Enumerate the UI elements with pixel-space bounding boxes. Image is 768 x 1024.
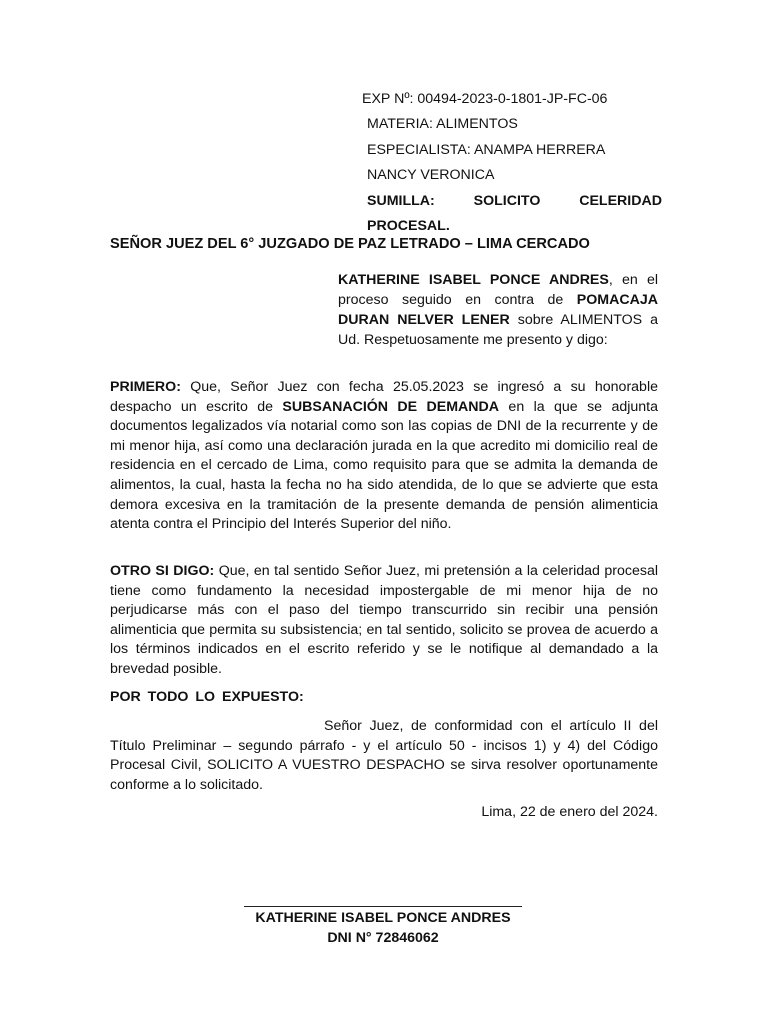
addressee: SEÑOR JUEZ DEL 6° JUZGADO DE PAZ LETRADO – LIMA CERCADO [110, 236, 590, 252]
otrosi-label: OTRO SI DIGO: [110, 563, 215, 579]
intro-text-1: , en el proceso seguido en contra de [338, 272, 659, 308]
signature-line [244, 906, 522, 907]
intro-paragraph [338, 270, 658, 350]
sumilla-label: SUMILLA: [367, 192, 435, 209]
primero-text-1: Que, Señor Juez con fecha 25.05.2023 se ingresó a su honorable despacho un escrito de [110, 379, 658, 415]
signature-dni: DNI N° 72846062 [327, 930, 439, 946]
primero-text-2: en la que se adjunta documentos legalizados vía notarial como son las copias de DNI de la recurrente y de mi menor hija, así como una declaración jurada en la que acredito mi domicilio real de residencia en el cercado de Lima, como requisito para que se admita la demanda de alimentos, la cual, hasta la fecha no ha sido atendida, de lo que se advierte que esta demora excesiva en la tramitación de la presente demanda de pensión alimenticia atenta contra el Principio del Interés Superior del niño. [110, 398, 658, 533]
sumilla-line-2: PROCESAL. [367, 218, 450, 235]
sumilla-word-2: CELERIDAD [579, 192, 662, 209]
especialista-name-cont: NANCY VERONICA [367, 167, 495, 184]
primero-label: PRIMERO: [110, 379, 181, 395]
sumilla-word-1: SOLICITO [473, 192, 541, 209]
sumilla-line [362, 189, 662, 214]
subsanacion-highlight: SUBSANACIÓN DE DEMANDA [282, 398, 500, 415]
signature-name: KATHERINE ISABEL PONCE ANDRES [255, 910, 511, 926]
materia-line: MATERIA: ALIMENTOS [367, 116, 518, 133]
defendant-name: POMACAJA DURAN NELVER LENER [338, 292, 658, 328]
signature-block [244, 908, 522, 948]
plaintiff-name: KATHERINE ISABEL PONCE ANDRES [338, 272, 609, 288]
otrosi-text: Que, en tal sentido Señor Juez, mi pretensión a la celeridad procesal tiene como fundamento la necesidad impostergable de mi menor hija de no perjudicarse más con el paso del tiempo transcurrido sin recibir una pensión alimenticia que permita su subsistencia; en tal sentido, solicito se provea de acuerdo a los términos indicados en el escrito referido y se le notifique al demandado a la brevedad posible. [110, 563, 658, 677]
document-date: Lima, 22 de enero del 2024. [481, 804, 658, 820]
otrosi-paragraph [110, 562, 658, 680]
request-text: Señor Juez, de conformidad con el artículo II del Título Preliminar – segundo párrafo - y el artículo 50 - incisos 1) y 4) del Código Procesal Civil, SOLICITO A VUESTRO DESPACHO se sirva resolver oportunamente conforme a lo solicitado. [110, 718, 658, 793]
case-header [362, 87, 662, 239]
expediente-number: EXP Nº: 00494-2023-0-1801-JP-FC-06 [362, 91, 608, 107]
request-paragraph [110, 717, 658, 795]
primero-paragraph [110, 378, 658, 535]
especialista-line: ESPECIALISTA: ANAMPA HERRERA [367, 141, 606, 158]
expuesto-heading: POR TODO LO EXPUESTO: [110, 689, 304, 705]
intro-text-2: sobre ALIMENTOS a Ud. Respetuosamente me presento y digo: [338, 312, 658, 348]
